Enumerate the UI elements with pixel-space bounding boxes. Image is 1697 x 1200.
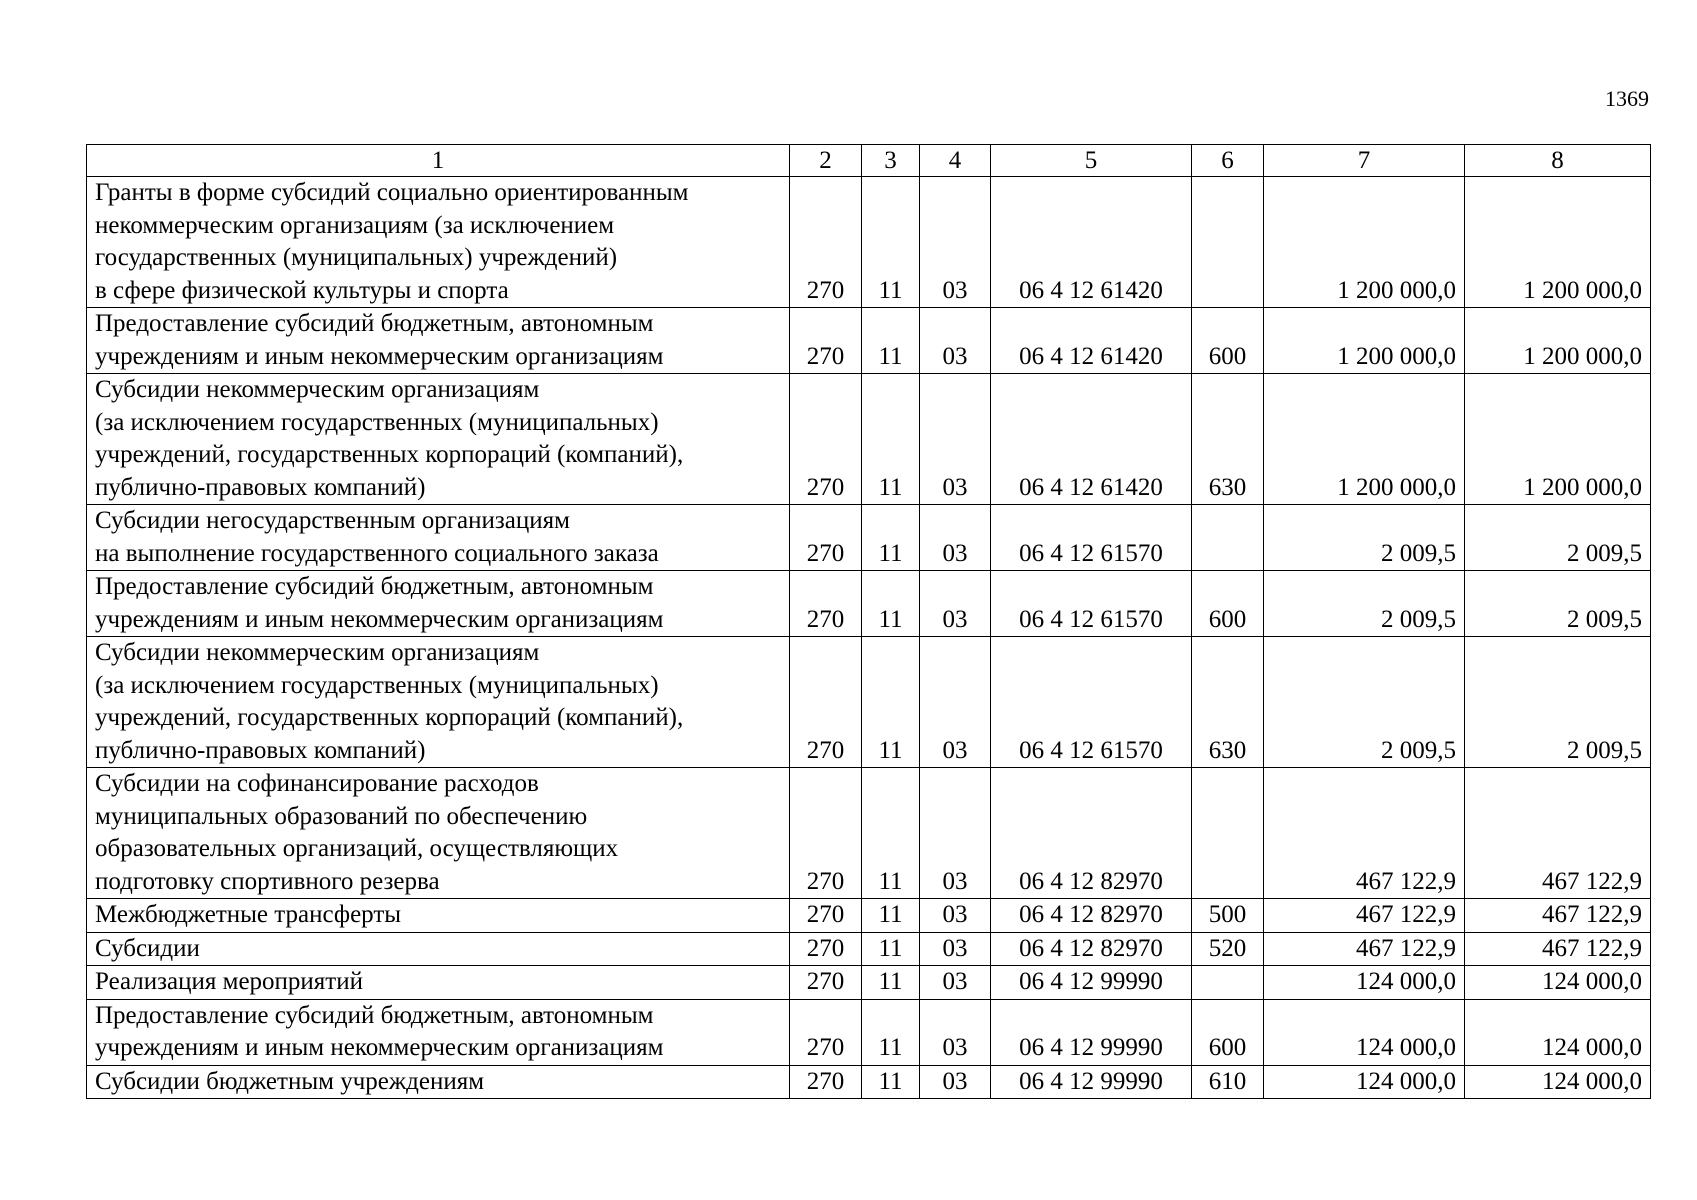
- item-name-line: на выполнение государственного социального заказа: [95, 539, 659, 567]
- cell-subsection: 03: [920, 932, 991, 966]
- item-name-line: (за исключением государственных (муниципальных): [95, 408, 659, 436]
- cell-target-article: 06 4 12 82970: [991, 932, 1192, 966]
- cell-item-name: [87, 505, 790, 571]
- cell-item-name: [87, 637, 790, 768]
- cell-amount-year-2: 1 200 000,0: [1465, 308, 1651, 374]
- cell-amount-year-2: 467 122,9: [1465, 768, 1651, 899]
- cell-admin-code: 270: [790, 899, 862, 933]
- item-name-line: Реализация мероприятий: [95, 968, 363, 995]
- cell-expense-type: [1192, 505, 1264, 571]
- cell-item-name: [87, 374, 790, 505]
- cell-subsection: 03: [920, 308, 991, 374]
- cell-subsection: 03: [920, 374, 991, 505]
- item-name-line: Предоставление субсидий бюджетным, автономным: [95, 310, 654, 337]
- table-row: [87, 768, 1651, 899]
- cell-target-article: 06 4 12 61420: [991, 177, 1192, 308]
- table-row: [87, 932, 1651, 966]
- item-name-line: Субсидии на софинансирование расходов: [95, 770, 539, 797]
- table-row: [87, 308, 1651, 374]
- cell-section: 11: [862, 571, 920, 637]
- cell-section: 11: [862, 308, 920, 374]
- budget-table: [86, 144, 1651, 1099]
- item-name-line: учреждениям и иным некоммерческим организациям: [95, 342, 664, 370]
- item-name-line: публично-правовых компаний): [95, 736, 426, 764]
- header-cell-1: 1: [87, 145, 790, 177]
- header-cell-3: 3: [862, 145, 920, 177]
- cell-item-name: [87, 932, 790, 966]
- cell-item-name: [87, 1065, 790, 1099]
- cell-expense-type: 500: [1192, 899, 1264, 933]
- item-name-line: подготовку спортивного резерва: [95, 867, 440, 895]
- cell-admin-code: 270: [790, 505, 862, 571]
- table-row: [87, 505, 1651, 571]
- cell-section: 11: [862, 899, 920, 933]
- cell-item-name: [87, 999, 790, 1065]
- item-name-line: Субсидии негосударственным организациям: [95, 507, 570, 534]
- item-name-line: публично-правовых компаний): [95, 473, 426, 501]
- cell-item-name: [87, 899, 790, 933]
- cell-amount-year-1: 2 009,5: [1264, 505, 1465, 571]
- table-row: [87, 177, 1651, 308]
- item-name-line: в сфере физической культуры и спорта: [95, 276, 509, 304]
- cell-expense-type: 600: [1192, 999, 1264, 1065]
- cell-item-name: [87, 768, 790, 899]
- cell-admin-code: 270: [790, 374, 862, 505]
- cell-amount-year-1: 1 200 000,0: [1264, 308, 1465, 374]
- cell-subsection: 03: [920, 637, 991, 768]
- cell-amount-year-2: 467 122,9: [1465, 899, 1651, 933]
- table-row: [87, 1065, 1651, 1099]
- cell-amount-year-1: 2 009,5: [1264, 637, 1465, 768]
- cell-section: 11: [862, 374, 920, 505]
- header-row: [87, 145, 1651, 177]
- cell-target-article: 06 4 12 61420: [991, 308, 1192, 374]
- cell-amount-year-1: 1 200 000,0: [1264, 374, 1465, 505]
- cell-amount-year-2: 2 009,5: [1465, 637, 1651, 768]
- cell-target-article: 06 4 12 61570: [991, 637, 1192, 768]
- cell-target-article: 06 4 12 61570: [991, 505, 1192, 571]
- cell-section: 11: [862, 932, 920, 966]
- item-name-line: учреждениям и иным некоммерческим организациям: [95, 605, 664, 633]
- item-name-line: некоммерческим организациям (за исключением: [95, 211, 615, 239]
- cell-expense-type: 600: [1192, 308, 1264, 374]
- cell-subsection: 03: [920, 505, 991, 571]
- cell-section: 11: [862, 637, 920, 768]
- cell-section: 11: [862, 177, 920, 308]
- cell-target-article: 06 4 12 82970: [991, 768, 1192, 899]
- item-name-line: государственных (муниципальных) учреждений): [95, 244, 618, 271]
- cell-amount-year-2: 2 009,5: [1465, 571, 1651, 637]
- cell-section: 11: [862, 768, 920, 899]
- cell-amount-year-2: 2 009,5: [1465, 505, 1651, 571]
- cell-amount-year-1: 124 000,0: [1264, 999, 1465, 1065]
- cell-amount-year-2: 1 200 000,0: [1465, 177, 1651, 308]
- cell-section: 11: [862, 966, 920, 1000]
- cell-subsection: 03: [920, 571, 991, 637]
- header-cell-4: 4: [920, 145, 991, 177]
- cell-admin-code: 270: [790, 1065, 862, 1099]
- header-cell-2: 2: [790, 145, 862, 177]
- table-row: [87, 999, 1651, 1065]
- item-name-line: учреждений, государственных корпораций (компаний),: [95, 441, 684, 468]
- cell-expense-type: 630: [1192, 637, 1264, 768]
- cell-amount-year-1: 2 009,5: [1264, 571, 1465, 637]
- cell-amount-year-2: 1 200 000,0: [1465, 374, 1651, 505]
- cell-amount-year-1: 467 122,9: [1264, 899, 1465, 933]
- cell-item-name: [87, 177, 790, 308]
- cell-expense-type: 630: [1192, 374, 1264, 505]
- cell-admin-code: 270: [790, 571, 862, 637]
- item-name-line: учреждений, государственных корпораций (компаний),: [95, 704, 684, 731]
- cell-admin-code: 270: [790, 932, 862, 966]
- cell-amount-year-2: 124 000,0: [1465, 999, 1651, 1065]
- table-body: [87, 145, 1651, 1099]
- item-name-line: учреждениям и иным некоммерческим организациям: [95, 1034, 664, 1061]
- cell-item-name: [87, 966, 790, 1000]
- cell-amount-year-1: 467 122,9: [1264, 932, 1465, 966]
- header-cell-8: 8: [1465, 145, 1651, 177]
- cell-expense-type: [1192, 177, 1264, 308]
- cell-expense-type: 600: [1192, 571, 1264, 637]
- cell-expense-type: [1192, 966, 1264, 1000]
- cell-amount-year-1: 124 000,0: [1264, 1065, 1465, 1099]
- cell-subsection: 03: [920, 966, 991, 1000]
- cell-subsection: 03: [920, 899, 991, 933]
- cell-admin-code: 270: [790, 308, 862, 374]
- item-name-line: Субсидии некоммерческим организациям: [95, 376, 540, 403]
- item-name-line: Гранты в форме субсидий социально ориентированным: [95, 179, 689, 206]
- cell-target-article: 06 4 12 99990: [991, 1065, 1192, 1099]
- cell-admin-code: 270: [790, 966, 862, 1000]
- item-name-line: Субсидии бюджетным учреждениям: [95, 1067, 485, 1095]
- cell-amount-year-2: 124 000,0: [1465, 1065, 1651, 1099]
- page-number: 1369: [1605, 86, 1649, 111]
- cell-amount-year-1: 1 200 000,0: [1264, 177, 1465, 308]
- cell-item-name: [87, 571, 790, 637]
- cell-expense-type: 520: [1192, 932, 1264, 966]
- header-cell-7: 7: [1264, 145, 1465, 177]
- cell-target-article: 06 4 12 82970: [991, 899, 1192, 933]
- item-name-line: Предоставление субсидий бюджетным, автономным: [95, 1001, 654, 1029]
- cell-section: 11: [862, 1065, 920, 1099]
- item-name-line: Субсидии некоммерческим организациям: [95, 639, 540, 666]
- cell-subsection: 03: [920, 999, 991, 1065]
- table-row: [87, 966, 1651, 1000]
- cell-amount-year-1: 467 122,9: [1264, 768, 1465, 899]
- cell-admin-code: 270: [790, 637, 862, 768]
- cell-target-article: 06 4 12 61420: [991, 374, 1192, 505]
- table-row: [87, 899, 1651, 933]
- table-row: [87, 571, 1651, 637]
- cell-amount-year-2: 124 000,0: [1465, 966, 1651, 1000]
- cell-subsection: 03: [920, 177, 991, 308]
- cell-expense-type: [1192, 768, 1264, 899]
- header-cell-6: 6: [1192, 145, 1264, 177]
- table-row: [87, 637, 1651, 768]
- item-name-line: Субсидии: [95, 934, 200, 962]
- cell-admin-code: 270: [790, 177, 862, 308]
- item-name-line: (за исключением государственных (муниципальных): [95, 671, 659, 699]
- header-cell-5: 5: [991, 145, 1192, 177]
- cell-subsection: 03: [920, 1065, 991, 1099]
- cell-expense-type: 610: [1192, 1065, 1264, 1099]
- cell-admin-code: 270: [790, 768, 862, 899]
- cell-amount-year-1: 124 000,0: [1264, 966, 1465, 1000]
- cell-section: 11: [862, 999, 920, 1065]
- item-name-line: образовательных организаций, осуществляющих: [95, 835, 619, 862]
- cell-section: 11: [862, 505, 920, 571]
- cell-subsection: 03: [920, 768, 991, 899]
- cell-target-article: 06 4 12 99990: [991, 966, 1192, 1000]
- cell-target-article: 06 4 12 61570: [991, 571, 1192, 637]
- item-name-line: Межбюджетные трансферты: [95, 901, 402, 928]
- item-name-line: Предоставление субсидий бюджетным, автономным: [95, 573, 654, 600]
- cell-admin-code: 270: [790, 999, 862, 1065]
- cell-amount-year-2: 467 122,9: [1465, 932, 1651, 966]
- cell-item-name: [87, 308, 790, 374]
- cell-target-article: 06 4 12 99990: [991, 999, 1192, 1065]
- item-name-line: муниципальных образований по обеспечению: [95, 802, 588, 830]
- table-row: [87, 374, 1651, 505]
